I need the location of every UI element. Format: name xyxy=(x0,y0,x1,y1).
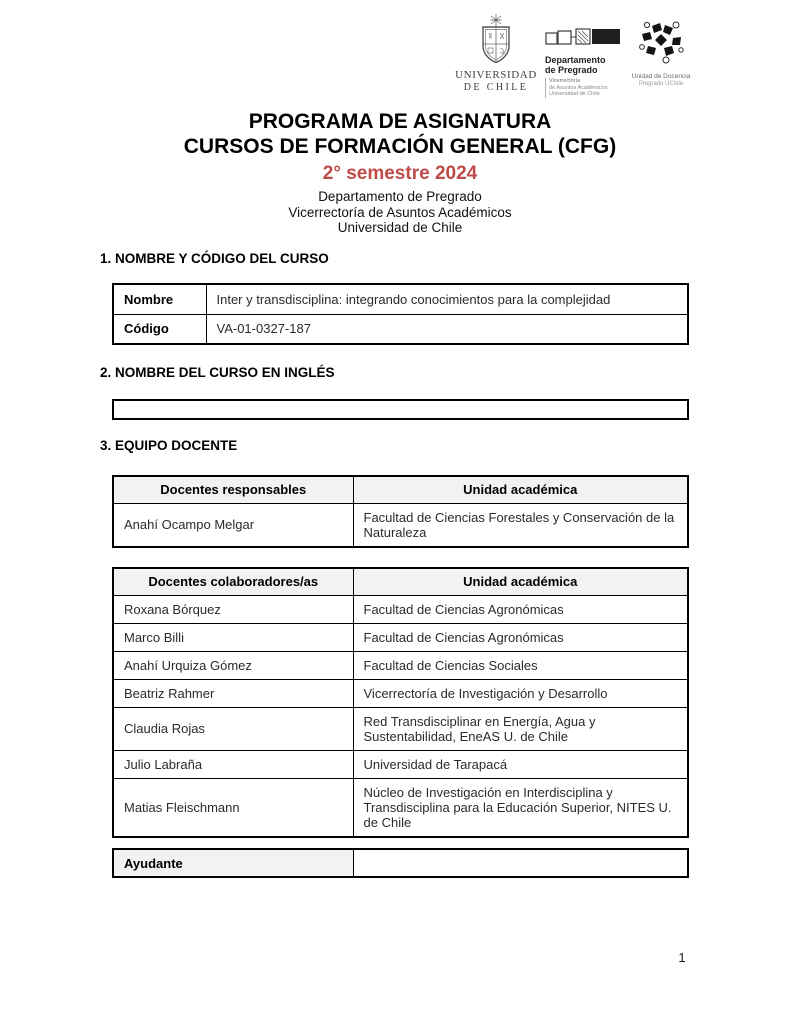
pregrado-squares-icon xyxy=(545,25,621,47)
docencia-logo-text-line1: Unidad de Docencia xyxy=(631,73,691,80)
pregrado-logo-subtext-line3: Universidad de Chile xyxy=(549,91,600,97)
ayudante-table xyxy=(112,848,689,878)
pregrado-logo-title-line1: Departamento xyxy=(545,55,606,65)
table-row xyxy=(113,778,688,837)
colaborador-unit: Facultad de Ciencias Sociales xyxy=(353,651,688,679)
responsable-name: Anahí Ocampo Melgar xyxy=(113,503,353,547)
colaborador-unit: Universidad de Tarapacá xyxy=(353,750,688,778)
colaborador-unit: Facultad de Ciencias Agronómicas xyxy=(353,623,688,651)
responsables-header-unit: Unidad académica xyxy=(353,476,688,503)
table-row xyxy=(113,707,688,750)
colaborador-name: Matias Fleischmann xyxy=(113,778,353,837)
pregrado-logo-title-line2: de Pregrado xyxy=(545,65,598,75)
table-row xyxy=(113,623,688,651)
table-row xyxy=(113,595,688,623)
ayudante-label: Ayudante xyxy=(113,849,353,877)
table-row xyxy=(113,651,688,679)
table-row xyxy=(113,503,688,547)
table-row xyxy=(113,679,688,707)
uchile-logo xyxy=(450,13,542,93)
uchile-crest-icon xyxy=(473,13,519,63)
title-subheadings xyxy=(0,189,800,236)
colaborador-name: Roxana Bórquez xyxy=(113,595,353,623)
docentes-colaboradores-table xyxy=(112,567,689,838)
colaborador-name: Anahí Urquiza Gómez xyxy=(113,651,353,679)
semester-label: 2° semestre 2024 xyxy=(322,163,478,184)
colaboradores-header-name: Docentes colaboradores/as xyxy=(113,568,353,595)
table-row xyxy=(113,284,688,314)
title-sub-departamento: Departamento de Pregrado xyxy=(318,189,482,204)
colaborador-name: Claudia Rojas xyxy=(113,707,353,750)
course-name-label: Nombre xyxy=(113,284,206,314)
course-code-value: VA-01-0327-187 xyxy=(206,314,688,344)
colaborador-name: Julio Labraña xyxy=(113,750,353,778)
colaboradores-header-unit: Unidad académica xyxy=(353,568,688,595)
table-row xyxy=(113,314,688,344)
colaborador-unit: Vicerrectoría de Investigación y Desarrollo xyxy=(353,679,688,707)
section3-heading: 3. EQUIPO DOCENTE xyxy=(100,438,238,453)
title-block xyxy=(0,109,800,236)
section1-heading: 1. NOMBRE Y CÓDIGO DEL CURSO xyxy=(100,251,329,266)
section2-heading: 2. NOMBRE DEL CURSO EN INGLÉS xyxy=(100,365,335,380)
colaborador-name: Marco Billi xyxy=(113,623,353,651)
document-title-line1: PROGRAMA DE ASIGNATURA xyxy=(248,110,552,133)
course-name-code-table xyxy=(112,283,689,345)
course-code-label: Código xyxy=(113,314,206,344)
table-row xyxy=(113,750,688,778)
docencia-logo-text-line2: Pregrado UChile xyxy=(638,81,684,87)
docentes-responsables-table xyxy=(112,475,689,548)
uchile-logo-text-line2: DE CHILE xyxy=(463,82,529,93)
pregrado-logo-subtext xyxy=(545,78,625,98)
table-row xyxy=(113,849,688,877)
table-header-row xyxy=(113,568,688,595)
colaborador-unit: Núcleo de Investigación en Interdisciplina y Transdisciplina para la Educación Superior, NITES U. de Chile xyxy=(353,778,688,837)
title-sub-universidad: Universidad de Chile xyxy=(337,220,463,235)
english-course-name-box xyxy=(112,399,689,420)
course-name-value: Inter y transdisciplina: integrando conocimientos para la complejidad xyxy=(206,284,688,314)
document-title-line2: CURSOS DE FORMACIÓN GENERAL (CFG) xyxy=(183,135,617,158)
pregrado-logo-subtext-line2: de Asuntos Académicos xyxy=(549,84,608,91)
colaborador-name: Beatriz Rahmer xyxy=(113,679,353,707)
header-logos xyxy=(450,13,694,98)
responsables-header-name: Docentes responsables xyxy=(113,476,353,503)
colaborador-unit: Red Transdisciplinar en Energía, Agua y Sustentabilidad, EneAS U. de Chile xyxy=(353,707,688,750)
title-sub-vicerrectoria: Vicerrectoría de Asuntos Académicos xyxy=(288,204,512,220)
responsable-unit: Facultad de Ciencias Forestales y Conservación de la Naturaleza xyxy=(353,503,688,547)
uchile-logo-text-line1: UNIVERSIDAD xyxy=(455,69,537,81)
table-header-row xyxy=(113,476,688,503)
ayudante-value xyxy=(353,849,688,877)
docencia-logo xyxy=(628,13,694,88)
pregrado-logo xyxy=(545,13,625,98)
colaborador-unit: Facultad de Ciencias Agronómicas xyxy=(353,595,688,623)
docencia-pinwheel-icon xyxy=(638,19,684,65)
page-number: 1 xyxy=(678,950,686,965)
pregrado-logo-subtext-line1: Vicerrectoría xyxy=(549,78,581,84)
